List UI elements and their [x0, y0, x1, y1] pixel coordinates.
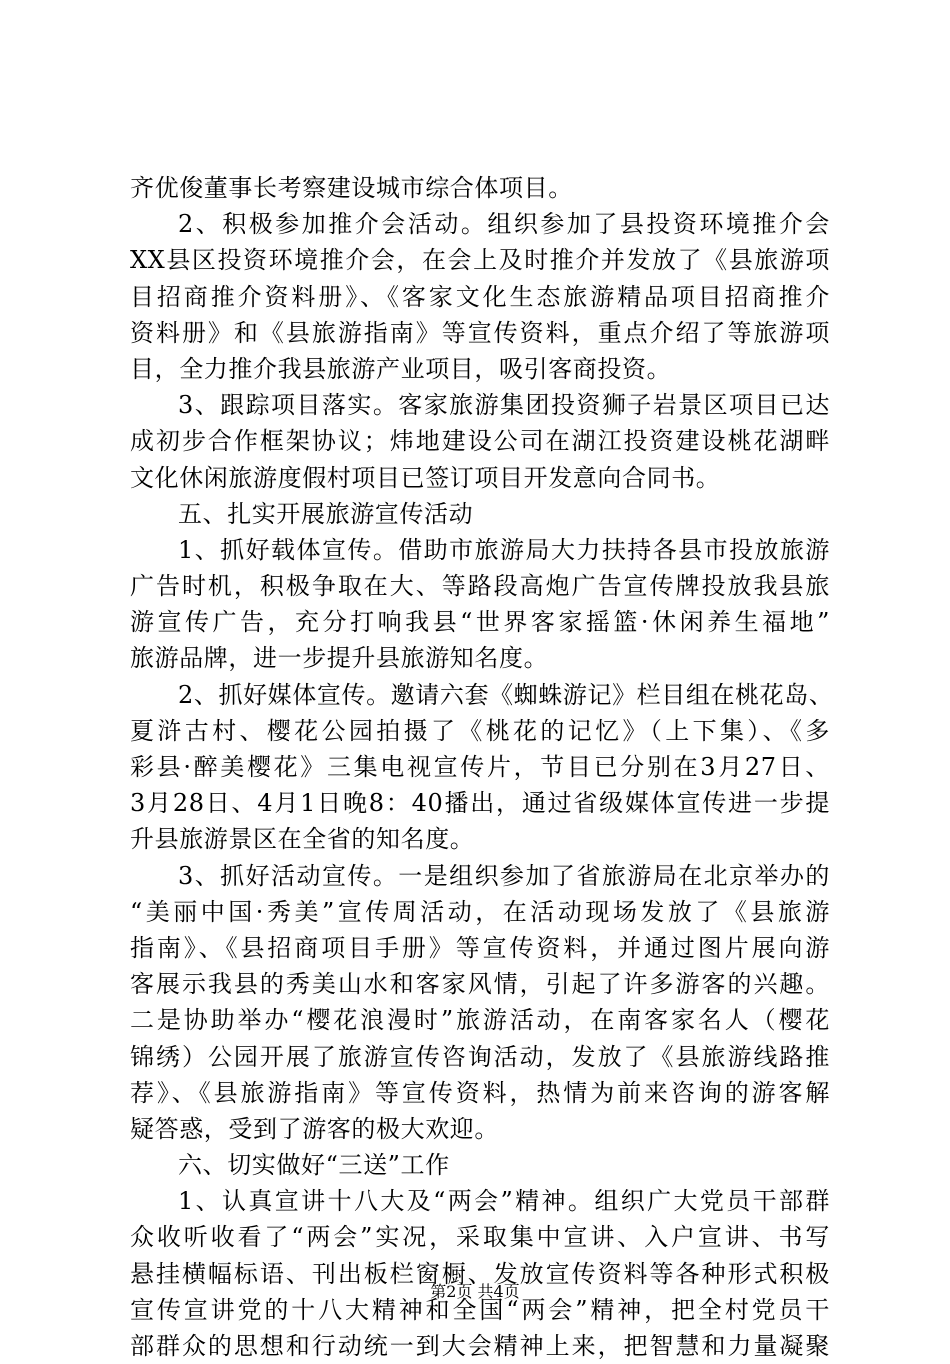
text-line: 目，全力推介我县旅游产业项目，吸引客商投资。	[130, 354, 672, 383]
text-line: 广告时机，积极争取在大、等路段高炮广告宣传牌投放我县旅	[130, 572, 830, 601]
text-line: 升县旅游景区在全省的知名度。	[130, 825, 475, 854]
page-footer	[0, 1282, 950, 1302]
text-line: 3月28日、4月1日晚8：40播出，通过省级媒体宣传进一步提	[130, 789, 830, 818]
text-line: 锦绣）公园开展了旅游宣传咨询活动，发放了《县旅游线路推	[130, 1042, 830, 1071]
text-line: 宣传宣讲党的十八大精神和全国“两会”精神，把全村党员干	[130, 1295, 830, 1324]
text-line: 1、认真宣讲十八大及“两会”精神。组织广大党员干部群	[178, 1187, 830, 1216]
text-line: 二是协助举办“樱花浪漫时”旅游活动，在南客家名人（樱花	[130, 1006, 830, 1035]
section-heading: 五、扎实开展旅游宣传活动	[178, 499, 474, 528]
page-number: 第2页 共4页	[430, 1282, 520, 1301]
text-line: 众收听收看了“两会”实况，采取集中宣讲、入户宣讲、书写	[130, 1223, 830, 1252]
text-line: 客展示我县的秀美山水和客家风情，引起了许多游客的兴趣。	[130, 970, 830, 999]
text-line: 指南》、《县招商项目手册》等宣传资料，并通过图片展向游	[130, 933, 830, 962]
text-line: 资料册》和《县旅游指南》等宣传资料，重点介绍了等旅游项	[130, 318, 830, 347]
text-line: 夏浒古村、樱花公园拍摄了《桃花的记忆》（上下集）、《多	[130, 716, 830, 745]
text-line: 部群众的思想和行动统一到大会精神上来，把智慧和力量凝聚	[130, 1332, 830, 1360]
text-line: 目招商推介资料册》、《客家文化生态旅游精品项目招商推介	[130, 282, 830, 311]
text-line: 2、积极参加推介会活动。组织参加了县投资环境推介会	[178, 210, 830, 239]
text-line: 游宣传广告，充分打响我县“世界客家摇篮·休闲养生福地”	[130, 608, 830, 637]
text-line: “美丽中国·秀美”宣传周活动，在活动现场发放了《县旅游	[130, 897, 830, 926]
text-line: 文化休闲旅游度假村项目已签订项目开发意向合同书。	[130, 463, 721, 492]
text-line: 2、抓好媒体宣传。邀请六套《蜘蛛游记》栏目组在桃花岛、	[178, 680, 834, 709]
text-line: 彩县·醉美樱花》三集电视宣传片，节目已分别在3月27日、	[130, 753, 830, 781]
text-line: 齐优俊董事长考察建设城市综合体项目。	[130, 174, 573, 202]
text-line: 悬挂横幅标语、刊出板栏窗橱、发放宣传资料等各种形式积极	[130, 1259, 830, 1288]
text-line: 1、抓好载体宣传。借助市旅游局大力扶持各县市投放旅游	[178, 535, 830, 564]
text-line: 3、跟踪项目落实。客家旅游集团投资狮子岩景区项目已达	[178, 391, 830, 420]
text-line: 荐》、《县旅游指南》等宣传资料，热情为前来咨询的游客解	[130, 1078, 830, 1107]
text-line: 成初步合作框架协议；炜地建设公司在湖江投资建设桃花湖畔	[130, 427, 830, 456]
section-heading: 六、切实做好“三送”工作	[178, 1151, 450, 1180]
text-line: XX县区投资环境推介会，在会上及时推介并发放了《县旅游项	[130, 246, 830, 275]
text-line: 疑答惑，受到了游客的极大欢迎。	[130, 1114, 499, 1143]
document-body	[130, 170, 834, 1364]
text-line: 旅游品牌，进一步提升县旅游知名度。	[130, 644, 549, 673]
text-line: 3、抓好活动宣传。一是组织参加了省旅游局在北京举办的	[178, 861, 830, 890]
